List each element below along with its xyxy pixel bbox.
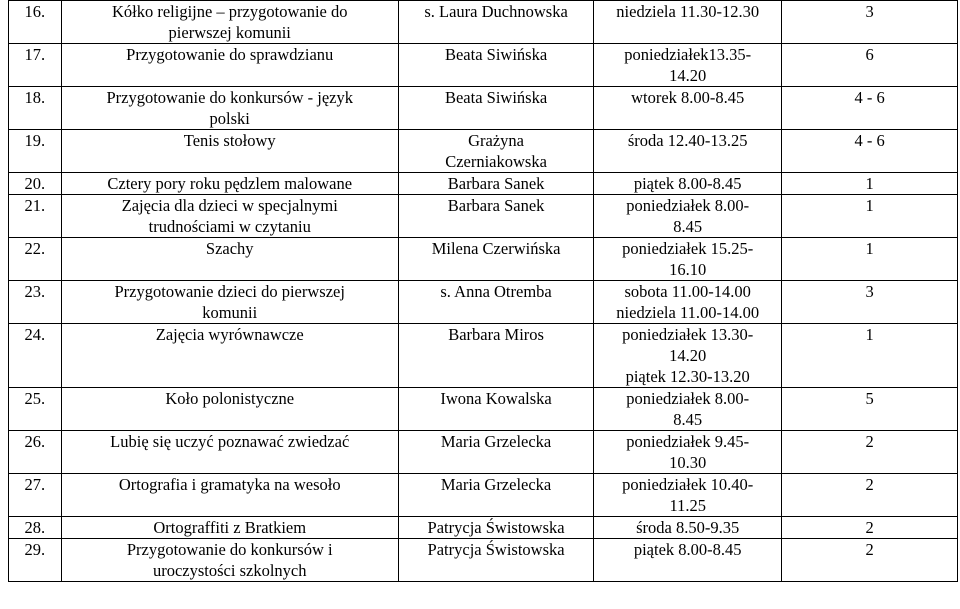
row-number: 24. <box>24 325 46 344</box>
activity-name-line: uroczystości szkolnych <box>152 561 307 580</box>
table-row <box>9 281 958 324</box>
activity-leader-line: s. Laura Duchnowska <box>424 2 568 21</box>
row-number: 25. <box>24 389 46 408</box>
table-row <box>9 173 958 195</box>
table-row <box>9 324 958 388</box>
activity-leader-cell <box>398 1 593 44</box>
activity-time-line: 14.20 <box>669 66 707 85</box>
activities-table <box>8 0 958 582</box>
activity-name-cell <box>61 1 398 44</box>
activity-leader-line: Beata Siwińska <box>444 45 548 64</box>
activity-time-line: 14.20 <box>669 346 707 365</box>
activity-hours-cell <box>782 474 958 517</box>
row-number: 22. <box>24 239 46 258</box>
activity-hours-cell <box>782 517 958 539</box>
table-row <box>9 87 958 130</box>
activity-leader-line: Maria Grzelecka <box>440 475 552 494</box>
activity-name-line: Kółko religijne – przygotowanie do <box>111 2 348 21</box>
activity-hours-cell <box>782 281 958 324</box>
activity-hours: 4 - 6 <box>854 131 885 150</box>
activity-hours-cell <box>782 388 958 431</box>
activity-name-line: Przygotowanie do konkursów i <box>126 540 333 559</box>
activity-time-cell <box>594 539 782 582</box>
activity-hours-cell <box>782 1 958 44</box>
activity-time-line: niedziela 11.30-12.30 <box>616 2 760 21</box>
activity-time-line: poniedziałek 8.00- <box>626 196 750 215</box>
table-row <box>9 539 958 582</box>
activity-leader-line: Patrycja Świstowska <box>427 540 565 559</box>
table-row <box>9 195 958 238</box>
activity-time-cell <box>594 388 782 431</box>
activity-leader-line: Patrycja Świstowska <box>427 518 565 537</box>
table-row <box>9 130 958 173</box>
activity-time-cell <box>594 87 782 130</box>
row-number-cell <box>9 1 62 44</box>
activity-name-line: Zajęcia dla dzieci w specjalnymi <box>121 196 338 215</box>
activity-hours: 3 <box>865 2 874 21</box>
row-number-cell <box>9 324 62 388</box>
activity-time-cell <box>594 517 782 539</box>
activity-time-line: 11.25 <box>669 496 706 515</box>
activity-time-line: 8.45 <box>673 217 703 236</box>
activity-hours-cell <box>782 173 958 195</box>
activity-name-cell <box>61 539 398 582</box>
activity-name-line: pierwszej komunii <box>168 23 291 42</box>
activity-hours: 1 <box>865 239 874 258</box>
row-number: 19. <box>24 131 46 150</box>
activity-leader-cell <box>398 173 593 195</box>
activity-leader-line: Barbara Sanek <box>447 196 545 215</box>
activity-hours: 1 <box>865 196 874 215</box>
activity-time-line: niedziela 11.00-14.00 <box>616 303 760 322</box>
activity-time-line: poniedziałek 10.40- <box>622 475 754 494</box>
activity-name-line: Zajęcia wyrównawcze <box>155 325 304 344</box>
row-number-cell <box>9 195 62 238</box>
activity-time-line: sobota 11.00-14.00 <box>624 282 751 301</box>
activity-name-cell <box>61 87 398 130</box>
activity-leader-cell <box>398 539 593 582</box>
activity-name-cell <box>61 281 398 324</box>
row-number: 26. <box>24 432 46 451</box>
activity-hours: 5 <box>865 389 874 408</box>
activity-time-line: środa 12.40-13.25 <box>627 131 748 150</box>
activity-name-line: Ortograffiti z Bratkiem <box>153 518 307 537</box>
row-number-cell <box>9 44 62 87</box>
activity-time-line: 16.10 <box>669 260 707 279</box>
activity-name-cell <box>61 517 398 539</box>
activity-leader-cell <box>398 238 593 281</box>
activity-time-line: poniedziałek 9.45- <box>626 432 750 451</box>
table-row <box>9 388 958 431</box>
activity-time-cell <box>594 195 782 238</box>
row-number: 23. <box>24 282 46 301</box>
activity-time-line: środa 8.50-9.35 <box>636 518 740 537</box>
activity-time-cell <box>594 130 782 173</box>
row-number-cell <box>9 281 62 324</box>
row-number-cell <box>9 539 62 582</box>
activity-name-cell <box>61 173 398 195</box>
activity-leader-cell <box>398 87 593 130</box>
activity-leader-line: Milena Czerwińska <box>431 239 561 258</box>
activity-time-cell <box>594 1 782 44</box>
row-number: 18. <box>24 88 46 107</box>
activity-name-line: Szachy <box>205 239 254 258</box>
activity-time-line: 10.30 <box>669 453 707 472</box>
activity-name-line: Przygotowanie dzieci do pierwszej <box>114 282 345 301</box>
activity-name-cell <box>61 474 398 517</box>
row-number: 28. <box>24 518 46 537</box>
row-number-cell <box>9 388 62 431</box>
activity-time-line: poniedziałek 8.00- <box>626 389 750 408</box>
activity-hours: 1 <box>865 174 874 193</box>
activity-time-cell <box>594 238 782 281</box>
activity-name-cell <box>61 195 398 238</box>
activity-hours: 4 - 6 <box>854 88 885 107</box>
activity-name-line: polski <box>209 109 250 128</box>
activity-name-line: Ortografia i gramatyka na wesoło <box>118 475 341 494</box>
activity-time-cell <box>594 324 782 388</box>
table-row <box>9 517 958 539</box>
activity-leader-line: Barbara Sanek <box>447 174 545 193</box>
row-number-cell <box>9 474 62 517</box>
activity-name-line: Przygotowanie do konkursów - język <box>106 88 353 107</box>
activity-time-cell <box>594 281 782 324</box>
activity-hours: 2 <box>865 518 874 537</box>
activity-leader-cell <box>398 517 593 539</box>
activity-leader-line: Maria Grzelecka <box>440 432 552 451</box>
activity-name-cell <box>61 431 398 474</box>
activity-leader-line: Barbara Miros <box>448 325 544 344</box>
activity-time-line: poniedziałek13.35- <box>624 45 752 64</box>
row-number: 21. <box>24 196 46 215</box>
row-number-cell <box>9 87 62 130</box>
table-row <box>9 44 958 87</box>
activity-leader-cell <box>398 44 593 87</box>
activity-leader-cell <box>398 281 593 324</box>
activity-time-cell <box>594 44 782 87</box>
row-number-cell <box>9 517 62 539</box>
row-number-cell <box>9 130 62 173</box>
activity-hours-cell <box>782 539 958 582</box>
activity-name-cell <box>61 238 398 281</box>
row-number: 27. <box>24 475 46 494</box>
activity-hours: 2 <box>865 475 874 494</box>
activity-time-line: piątek 8.00-8.45 <box>633 540 742 559</box>
row-number: 17. <box>24 45 46 64</box>
row-number: 29. <box>24 540 46 559</box>
activity-time-line: piątek 12.30-13.20 <box>625 367 750 386</box>
activity-leader-line: s. Anna Otremba <box>440 282 552 301</box>
activity-leader-cell <box>398 474 593 517</box>
table-row <box>9 1 958 44</box>
table-row <box>9 431 958 474</box>
activity-time-cell <box>594 173 782 195</box>
activity-hours: 2 <box>865 540 874 559</box>
activity-leader-line: Iwona Kowalska <box>440 389 552 408</box>
activity-leader-line: Czerniakowska <box>445 152 547 171</box>
activity-time-cell <box>594 474 782 517</box>
activity-leader-cell <box>398 324 593 388</box>
activity-leader-cell <box>398 195 593 238</box>
activity-name-cell <box>61 388 398 431</box>
activity-hours-cell <box>782 195 958 238</box>
activity-time-line: poniedziałek 15.25- <box>622 239 754 258</box>
activity-hours: 6 <box>865 45 874 64</box>
row-number-cell <box>9 173 62 195</box>
activity-hours: 2 <box>865 432 874 451</box>
row-number: 20. <box>24 174 46 193</box>
activity-time-line: wtorek 8.00-8.45 <box>631 88 745 107</box>
activity-leader-line: Beata Siwińska <box>444 88 548 107</box>
activity-time-cell <box>594 431 782 474</box>
row-number: 16. <box>24 2 46 21</box>
activity-leader-cell <box>398 431 593 474</box>
activity-leader-line: Grażyna <box>468 131 525 150</box>
table-row <box>9 474 958 517</box>
activity-time-line: poniedziałek 13.30- <box>622 325 754 344</box>
activity-hours-cell <box>782 431 958 474</box>
activity-name-line: trudnościami w czytaniu <box>148 217 311 236</box>
activity-hours: 1 <box>865 325 874 344</box>
activity-name-line: Przygotowanie do sprawdzianu <box>126 45 334 64</box>
activity-name-line: Tenis stołowy <box>183 131 276 150</box>
activity-name-cell <box>61 130 398 173</box>
activity-name-cell <box>61 324 398 388</box>
activity-time-line: 8.45 <box>673 410 703 429</box>
activity-name-cell <box>61 44 398 87</box>
activity-name-line: Lubię się uczyć poznawać zwiedzać <box>110 432 350 451</box>
activity-hours-cell <box>782 87 958 130</box>
activity-hours: 3 <box>865 282 874 301</box>
activity-name-line: Koło polonistyczne <box>165 389 295 408</box>
activity-hours-cell <box>782 130 958 173</box>
row-number-cell <box>9 431 62 474</box>
activity-hours-cell <box>782 324 958 388</box>
table-row <box>9 238 958 281</box>
activity-hours-cell <box>782 238 958 281</box>
activity-name-line: Cztery pory roku pędzlem malowane <box>107 174 353 193</box>
activity-leader-cell <box>398 130 593 173</box>
activity-name-line: komunii <box>202 303 258 322</box>
row-number-cell <box>9 238 62 281</box>
activity-time-line: piątek 8.00-8.45 <box>633 174 742 193</box>
activity-hours-cell <box>782 44 958 87</box>
activity-leader-cell <box>398 388 593 431</box>
activities-table-body <box>9 1 958 582</box>
